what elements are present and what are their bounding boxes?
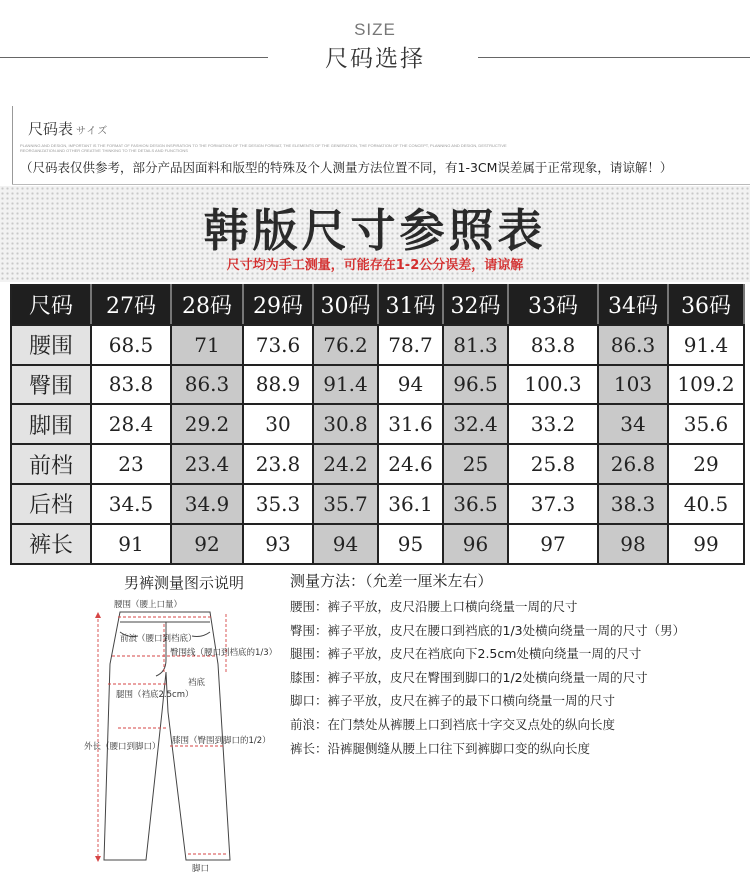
size-column-header: 36码 — [668, 285, 744, 325]
table-cell: 29 — [668, 444, 744, 484]
table-row — [11, 444, 744, 484]
table-cell: 36.5 — [443, 484, 508, 524]
table-cell: 81.3 — [443, 325, 508, 365]
table-cell: 68.5 — [91, 325, 171, 365]
banner-subtitle: 尺寸均为手工测量，可能存在1-2公分误差，请谅解 — [226, 258, 524, 273]
size-chart-banner — [0, 186, 750, 282]
table-cell: 30.8 — [313, 404, 378, 444]
table-cell: 24.2 — [313, 444, 378, 484]
label-knee: 膝围（臀围到脚口的1/2） — [172, 736, 271, 746]
table-cell: 33.2 — [508, 404, 598, 444]
label-outseam: 外长（腰口到脚口） — [84, 742, 161, 752]
size-column-header: 28码 — [171, 285, 243, 325]
method-item: 腰围：裤子平放，皮尺沿腰上口横向绕量一周的尺寸 — [290, 599, 578, 614]
notice-accent-line — [12, 106, 13, 184]
measurement-method — [290, 572, 740, 763]
table-cell: 31.6 — [378, 404, 443, 444]
table-cell: 32.4 — [443, 404, 508, 444]
label-front-rise: 前浪（腰口到档底） — [120, 634, 197, 644]
notice-title — [28, 118, 108, 139]
table-cell: 95 — [378, 524, 443, 564]
label-hip: 臀围线（腰口到档底的1/3） — [170, 648, 278, 658]
table-cell: 35.7 — [313, 484, 378, 524]
table-cell: 40.5 — [668, 484, 744, 524]
table-cell: 23 — [91, 444, 171, 484]
row-label: 前档 — [11, 444, 91, 484]
label-hem: 脚口 — [192, 864, 210, 874]
table-row — [11, 325, 744, 365]
table-cell: 37.3 — [508, 484, 598, 524]
table-cell: 109.2 — [668, 365, 744, 405]
table-cell: 30 — [243, 404, 313, 444]
table-cell: 98 — [598, 524, 668, 564]
notice-divider — [12, 184, 750, 185]
notice-text: （尺码表仅供参考，部分产品因面料和版型的特殊及个人测量方法位置不同，有1-3CM误差属于正常现象，请谅解！） — [20, 160, 673, 175]
label-waist: 腰围（腰上口量） — [114, 600, 183, 610]
header-title-cn: 尺码选择 — [325, 46, 425, 72]
size-header-row — [11, 285, 744, 325]
table-cell: 86.3 — [598, 325, 668, 365]
notice-title-cn: 尺码表 — [28, 120, 74, 138]
table-cell: 91.4 — [668, 325, 744, 365]
size-column-header: 30码 — [313, 285, 378, 325]
size-column-header: 32码 — [443, 285, 508, 325]
table-row — [11, 365, 744, 405]
table-cell: 34.9 — [171, 484, 243, 524]
size-column-header: 27码 — [91, 285, 171, 325]
table-cell: 93 — [243, 524, 313, 564]
trousers-drawing — [84, 572, 284, 894]
table-cell: 96 — [443, 524, 508, 564]
method-item: 前浪：在门禁处从裤腰上口到裆底十字交叉点处的纵向长度 — [290, 716, 616, 732]
size-corner-header: 尺码 — [11, 285, 91, 325]
table-cell: 24.6 — [378, 444, 443, 484]
diagram-title: 男裤测量图示说明 — [123, 574, 244, 592]
size-table-body — [11, 325, 744, 564]
row-label: 腰围 — [11, 325, 91, 365]
table-cell: 35.3 — [243, 484, 313, 524]
table-cell: 28.4 — [91, 404, 171, 444]
label-thigh: 腿围（裆底2.5cm） — [116, 690, 194, 700]
table-cell: 73.6 — [243, 325, 313, 365]
table-cell: 25 — [443, 444, 508, 484]
method-title: 测量方法：（允差一厘米左右） — [290, 572, 493, 590]
notice-title-jp: サイズ — [76, 126, 109, 137]
table-cell: 25.8 — [508, 444, 598, 484]
table-row — [11, 484, 744, 524]
row-label: 裤长 — [11, 524, 91, 564]
table-cell: 88.9 — [243, 365, 313, 405]
table-cell: 36.1 — [378, 484, 443, 524]
size-column-header: 34码 — [598, 285, 668, 325]
table-cell: 23.8 — [243, 444, 313, 484]
label-crotch: 裆底 — [188, 678, 206, 688]
table-cell: 94 — [313, 524, 378, 564]
method-item: 裤长：沿裤腿侧缝从腰上口往下到裤脚口变的纵向长度 — [290, 740, 591, 756]
table-cell: 83.8 — [508, 325, 598, 365]
method-item: 膝围：裤子平放，皮尺在臀围到脚口的1/2处横向绕量一周的尺寸 — [290, 669, 648, 685]
row-label: 臀围 — [11, 365, 91, 405]
method-item: 腿围：裤子平放，皮尺在裆底向下2.5cm处横向绕量一周的尺寸 — [290, 646, 642, 662]
row-label: 脚围 — [11, 404, 91, 444]
table-cell: 91 — [91, 524, 171, 564]
table-cell: 96.5 — [443, 365, 508, 405]
size-column-header: 29码 — [243, 285, 313, 325]
table-cell: 35.6 — [668, 404, 744, 444]
table-cell: 34 — [598, 404, 668, 444]
table-cell: 103 — [598, 365, 668, 405]
table-cell: 23.4 — [171, 444, 243, 484]
table-cell: 34.5 — [91, 484, 171, 524]
row-label: 后档 — [11, 484, 91, 524]
table-cell: 86.3 — [171, 365, 243, 405]
header-title-en: SIZE — [354, 20, 396, 39]
table-cell: 97 — [508, 524, 598, 564]
table-row — [11, 404, 744, 444]
table-cell: 76.2 — [313, 325, 378, 365]
section-header — [0, 0, 750, 80]
table-cell: 78.7 — [378, 325, 443, 365]
notice-fine-print: PLANNING AND DESIGN, IMPORTANT IS THE FORMAT OF FASHION DESIGN INSPIRATION TO THE FORMATION OF THE DESIGN FORMAT, THE ELEMENTS OF THE GENERATION, THE FORMATION OF THE CONCEPT, PLANNING AND DESIGN, DESTRUCTIVE REORGANIZATION AND OTHER CREATIVE THINKING TO THE DETAILS AND FUNCTIONS — [20, 144, 507, 153]
table-cell: 92 — [171, 524, 243, 564]
table-cell: 91.4 — [313, 365, 378, 405]
size-column-header: 33码 — [508, 285, 598, 325]
table-cell: 71 — [171, 325, 243, 365]
table-cell: 29.2 — [171, 404, 243, 444]
method-item: 臀围：裤子平放，皮尺在腰口到裆底的1/3处横向绕量一周的尺寸（男） — [290, 622, 686, 638]
table-cell: 100.3 — [508, 365, 598, 405]
table-cell: 38.3 — [598, 484, 668, 524]
size-notice — [12, 106, 750, 186]
banner-title: 韩版尺寸参照表 — [203, 204, 547, 257]
trouser-diagram — [84, 572, 284, 894]
table-cell: 94 — [378, 365, 443, 405]
size-column-header: 31码 — [378, 285, 443, 325]
method-item: 脚口：裤子平放，皮尺在裤子的最下口横向绕量一周的尺寸 — [290, 693, 616, 709]
table-cell: 26.8 — [598, 444, 668, 484]
table-cell: 83.8 — [91, 365, 171, 405]
table-row — [11, 524, 744, 564]
table-cell: 99 — [668, 524, 744, 564]
size-table — [10, 284, 745, 565]
